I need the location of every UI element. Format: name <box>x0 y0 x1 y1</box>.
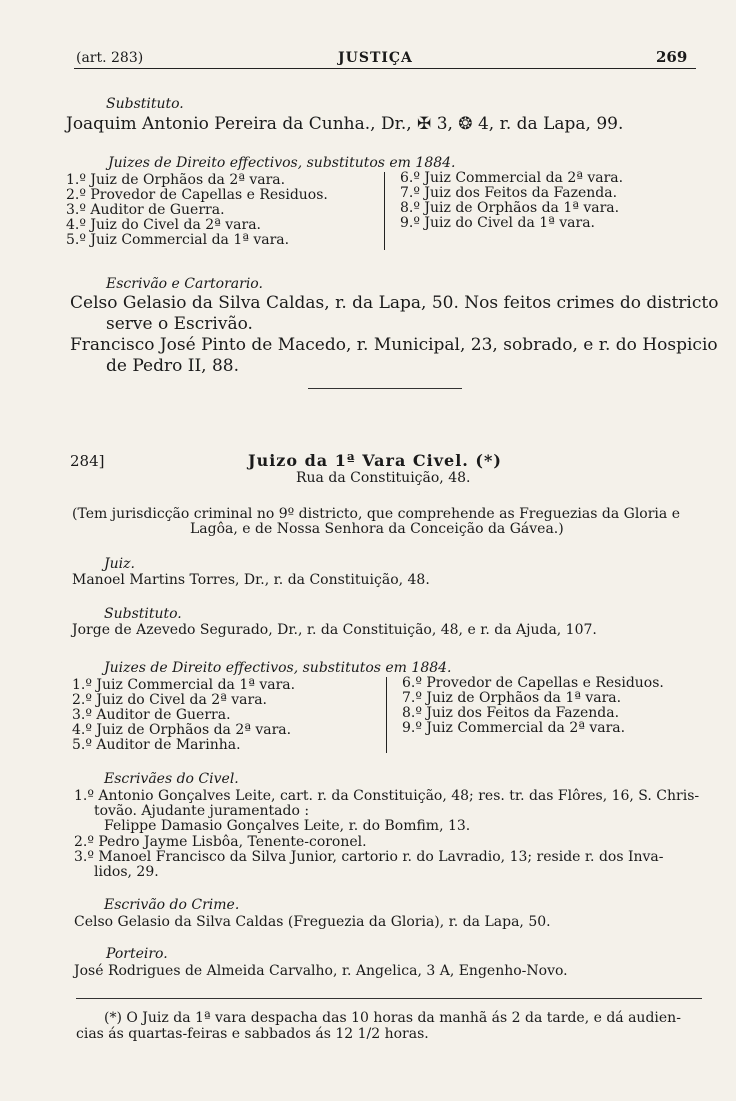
substituto-label: Substituto. <box>104 606 182 622</box>
porteiro-label: Porteiro. <box>106 946 168 962</box>
list-item: 8.º Juiz dos Feitos da Fazenda. <box>402 705 620 721</box>
list-item: 3.º Auditor de Guerra. <box>72 707 231 723</box>
crime-label: Escrivão do Crime. <box>104 897 240 913</box>
juiz-label: Juiz. <box>104 556 135 572</box>
running-title: JUSTIÇA <box>338 50 413 66</box>
section-divider <box>308 388 462 389</box>
section-number: 284] <box>70 452 105 470</box>
escrivao-3-line-2: lidos, 29. <box>94 864 159 880</box>
header-rule <box>74 68 696 69</box>
footnote-line-1: (*) O Juiz da 1ª vara despacha das 10 horas da manhã ás 2 da tarde, e dá audien- <box>104 1010 681 1026</box>
top-juizes-label: Juizes de Direito effectivos, substitutos em 1884. <box>108 155 456 171</box>
list-item: 1.º Juiz Commercial da 1ª vara. <box>72 677 296 693</box>
article-ref: (art. 283) <box>76 50 144 66</box>
juiz-line: Manoel Martins Torres, Dr., r. da Constituição, 48. <box>72 572 430 588</box>
jurisdiction-note-2: Lagôa, e de Nossa Senhora da Conceição da Gávea.) <box>190 521 564 537</box>
column-divider <box>386 677 387 753</box>
escrivao-label: Escrivão e Cartorario. <box>106 276 263 292</box>
escrivao-1-line-1: 1.º Antonio Gonçalves Leite, cart. r. da Constituição, 48; res. tr. das Flôres, 16, S. Chris- <box>74 788 700 804</box>
list-item: 1.º Juiz de Orphãos da 2ª vara. <box>66 172 286 188</box>
escrivaes-label: Escrivães do Civel. <box>104 771 239 787</box>
escrivao-1-line-2: tovão. Ajudante juramentado : <box>94 803 310 819</box>
top-substituto-label: Substituto. <box>106 96 184 112</box>
list-item: 4.º Juiz de Orphãos da 2ª vara. <box>72 722 292 738</box>
list-item: 5.º Auditor de Marinha. <box>72 737 241 753</box>
escrivao-3-line-1: 3.º Manoel Francisco da Silva Junior, cartorio r. do Lavradio, 13; reside r. dos Inva- <box>74 849 664 865</box>
column-divider <box>384 172 385 250</box>
celso-line-2: serve o Escrivão. <box>106 314 253 334</box>
list-item: 4.º Juiz do Civel da 2ª vara. <box>66 217 261 233</box>
section-title: Juizo da 1ª Vara Civel. (*) <box>248 451 502 470</box>
crime-line: Celso Gelasio da Silva Caldas (Freguezia da Gloria), r. da Lapa, 50. <box>74 914 551 930</box>
list-item: 5.º Juiz Commercial da 1ª vara. <box>66 232 290 248</box>
footnote-rule <box>76 998 702 999</box>
escrivao-1-line-3: Felippe Damasio Gonçalves Leite, r. do Bomfim, 13. <box>104 818 471 834</box>
list-item: 8.º Juiz de Orphãos da 1ª vara. <box>400 200 620 216</box>
celso-line-1: Celso Gelasio da Silva Caldas, r. da Lapa, 50. Nos feitos crimes do districto <box>70 293 719 313</box>
list-item: 2.º Provedor de Capellas e Residuos. <box>66 187 328 203</box>
list-item: 3.º Auditor de Guerra. <box>66 202 225 218</box>
porteiro-line: José Rodrigues de Almeida Carvalho, r. Angelica, 3 A, Engenho-Novo. <box>74 963 568 979</box>
substituto-line: Jorge de Azevedo Segurado, Dr., r. da Constituição, 48, e r. da Ajuda, 107. <box>72 622 597 638</box>
list-item: 2.º Juiz do Civel da 2ª vara. <box>72 692 267 708</box>
francisco-line-1: Francisco José Pinto de Macedo, r. Municipal, 23, sobrado, e r. do Hospicio <box>70 335 718 355</box>
section-address: Rua da Constituição, 48. <box>296 470 471 486</box>
jurisdiction-note-1: (Tem jurisdicção criminal no 9º districto, que comprehende as Freguezias da Gloria e <box>72 506 680 522</box>
list-item: 9.º Juiz do Civel da 1ª vara. <box>400 215 595 231</box>
page-number: 269 <box>656 48 688 66</box>
list-item: 6.º Juiz Commercial da 2ª vara. <box>400 170 624 186</box>
list-item: 6.º Provedor de Capellas e Residuos. <box>402 675 664 691</box>
juizes-label: Juizes de Direito effectivos, substitutos em 1884. <box>104 660 452 676</box>
footnote-line-2: cias ás quartas-feiras e sabbados ás 12 1/2 horas. <box>76 1026 429 1042</box>
escrivao-2: 2.º Pedro Jayme Lisbôa, Tenente-coronel. <box>74 834 367 850</box>
francisco-line-2: de Pedro II, 88. <box>106 356 240 376</box>
list-item: 7.º Juiz dos Feitos da Fazenda. <box>400 185 618 201</box>
top-substituto-line: Joaquim Antonio Pereira da Cunha., Dr., ✠ 3, ❂ 4, r. da Lapa, 99. <box>66 114 624 134</box>
list-item: 9.º Juiz Commercial da 2ª vara. <box>402 720 626 736</box>
list-item: 7.º Juiz de Orphãos da 1ª vara. <box>402 690 622 706</box>
